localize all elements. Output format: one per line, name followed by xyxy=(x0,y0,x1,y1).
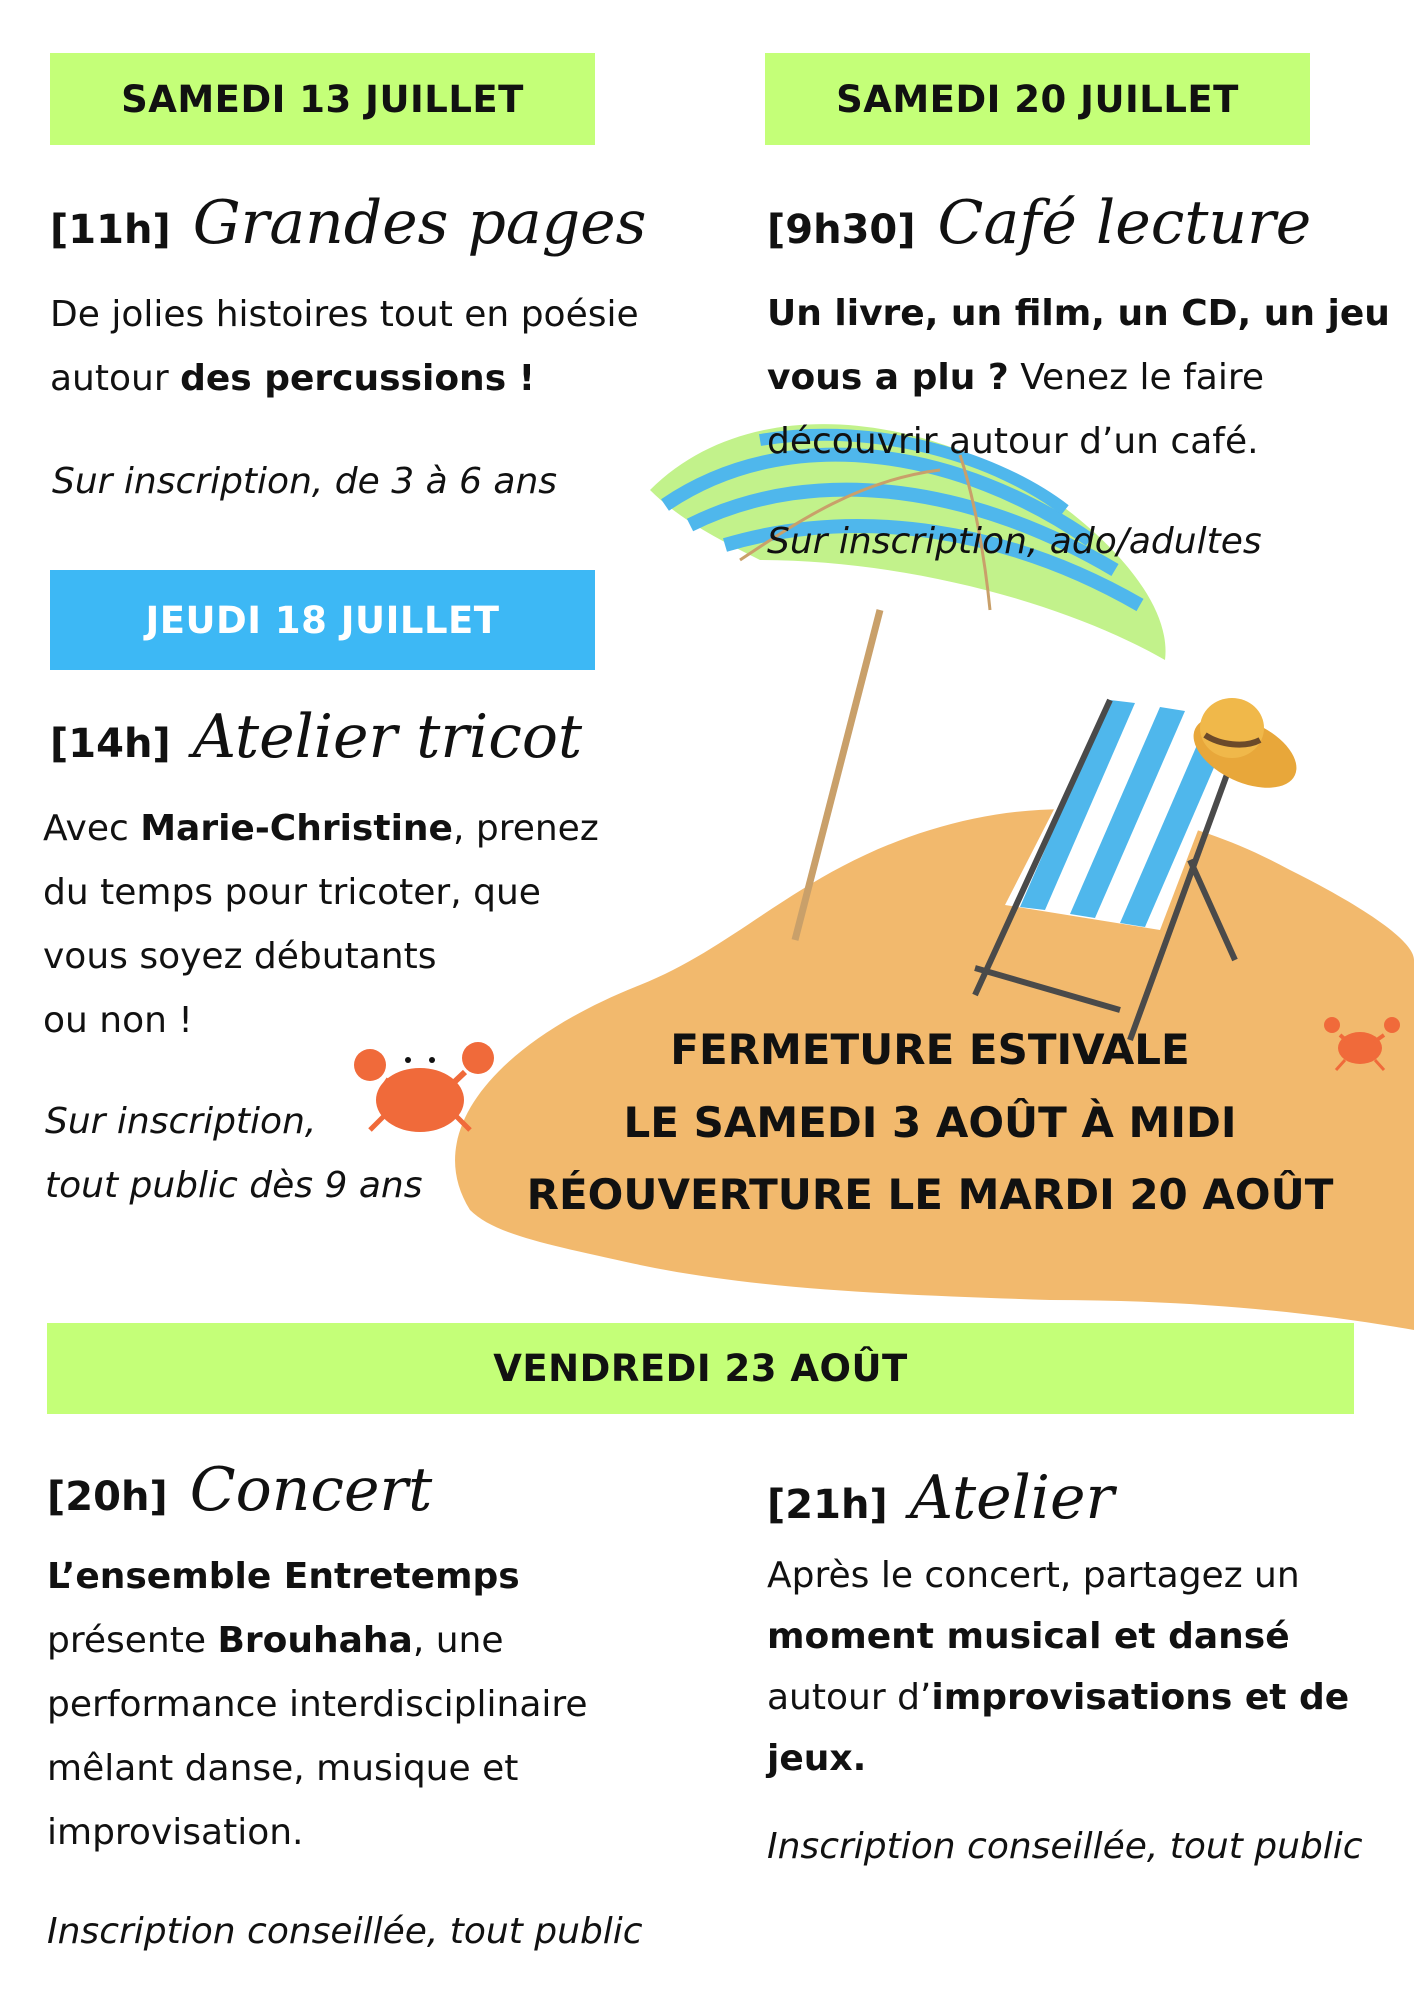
date-banner-vendredi-23: VENDREDI 23 AOÛT xyxy=(47,1323,1354,1414)
description-line: Avec Marie-Christine, prenez xyxy=(43,808,599,849)
date-banner-jeudi-18: JEUDI 18 JUILLET xyxy=(50,570,595,670)
description-line: vous a plu ? Venez le faire xyxy=(767,357,1264,398)
description-line: autour d’improvisations et de xyxy=(767,1677,1350,1718)
event-atelier-note: Inscription conseillée, tout public xyxy=(767,1826,1363,1867)
description-line: vous soyez débutants xyxy=(43,936,437,977)
description-line: du temps pour tricoter, que xyxy=(43,872,541,913)
description-line: présente Brouhaha, une xyxy=(47,1620,504,1661)
description-line: De jolies histoires tout en poésie xyxy=(50,294,639,335)
description-line: improvisation. xyxy=(47,1812,304,1853)
description-line: Après le concert, partagez un xyxy=(767,1555,1300,1596)
event-time: [21h] xyxy=(767,1482,888,1528)
event-grandes-pages-description xyxy=(50,283,690,411)
event-concert-note: Inscription conseillée, tout public xyxy=(47,1911,643,1952)
event-title: Grandes pages xyxy=(192,188,647,258)
description-line: L’ensemble Entretemps xyxy=(47,1556,520,1597)
description-line: ou non ! xyxy=(43,1000,193,1041)
closure-line-1: FERMETURE ESTIVALE xyxy=(670,1025,1190,1074)
description-line: Un livre, un film, un CD, un jeu xyxy=(767,293,1390,334)
description-line: mêlant danse, musique et xyxy=(47,1748,519,1789)
description-line: découvrir autour d’un café. xyxy=(767,421,1259,462)
event-title: Concert xyxy=(189,1455,433,1525)
description-line: moment musical et dansé xyxy=(767,1616,1290,1657)
note-line: Sur inscription, xyxy=(45,1101,317,1142)
event-time: [9h30] xyxy=(767,207,916,253)
closure-line-2: LE SAMEDI 3 AOÛT À MIDI xyxy=(623,1098,1237,1147)
note-line: tout public dès 9 ans xyxy=(45,1165,423,1206)
closure-line-3: RÉOUVERTURE LE MARDI 20 AOÛT xyxy=(526,1170,1334,1219)
event-cafe-lecture-note: Sur inscription, ado/adultes xyxy=(767,521,1262,562)
event-time: [20h] xyxy=(47,1474,168,1520)
event-title: Café lecture xyxy=(937,188,1312,258)
event-grandes-pages-heading xyxy=(50,188,646,258)
event-concert-heading xyxy=(47,1455,432,1525)
event-grandes-pages-note: Sur inscription, de 3 à 6 ans xyxy=(52,461,558,502)
event-time: [14h] xyxy=(50,721,171,767)
event-cafe-lecture-description xyxy=(767,282,1407,474)
description-line: autour des percussions ! xyxy=(50,358,536,399)
description-line: jeux. xyxy=(767,1738,867,1779)
event-atelier-tricot-description xyxy=(43,797,643,1053)
event-title: Atelier xyxy=(909,1463,1115,1533)
event-title: Atelier tricot xyxy=(192,702,583,772)
event-atelier-tricot-note xyxy=(45,1090,422,1218)
event-time: [11h] xyxy=(50,207,171,253)
event-atelier-tricot-heading xyxy=(50,702,582,772)
event-cafe-lecture-heading xyxy=(767,188,1311,258)
description-line: performance interdisciplinaire xyxy=(47,1684,588,1725)
event-concert-description xyxy=(47,1545,707,1865)
event-atelier-description xyxy=(767,1545,1407,1789)
event-atelier-heading xyxy=(767,1463,1114,1533)
date-banner-samedi-20: SAMEDI 20 JUILLET xyxy=(765,53,1310,145)
date-banner-samedi-13: SAMEDI 13 JUILLET xyxy=(50,53,595,145)
